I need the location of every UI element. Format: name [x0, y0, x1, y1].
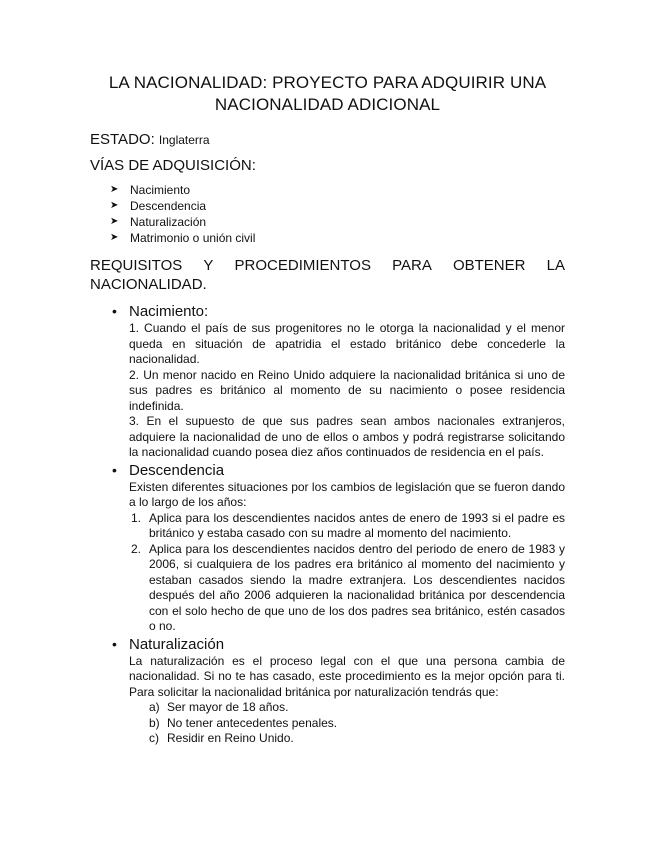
list-item: ➤ Matrimonio o unión civil	[110, 231, 256, 245]
list-item: b) No tener antecedentes penales.	[149, 715, 338, 730]
arrow-bullet-icon: ➤	[110, 216, 119, 227]
bullet-icon: •	[112, 303, 117, 319]
arrow-bullet-icon: ➤	[110, 232, 119, 243]
paragraph: La naturalización es el proceso legal con el que una persona cambia de nacionalidad. Si no te has casado, este procedimiento es la mejor opción para ti. Para solicitar la nacionalidad británica por naturalización tendrás que:	[129, 653, 565, 699]
paragraph: 1. Cuando el país de sus progenitores no le otorga la nacionalidad y el menor queda en situación de apatridia el estado británico debe concederle la nacionalidad.	[129, 321, 565, 366]
arrow-bullet-icon: ➤	[110, 184, 119, 195]
requisitos-heading: REQUISITOS Y PROCEDIMIENTOS PARA OBTENER LA NACIONALIDAD.	[90, 257, 565, 293]
bullet-icon: •	[112, 635, 117, 652]
estado-label: ESTADO:	[90, 131, 155, 148]
list-item: ➤ Nacimiento	[110, 183, 191, 197]
section-nacimiento	[90, 302, 565, 461]
list-item: ➤ Descendencia	[110, 199, 207, 213]
bullet-icon: •	[112, 461, 117, 478]
list-item: a) Ser mayor de 18 años.	[149, 700, 289, 714]
lettered-list	[129, 700, 565, 747]
list-item: c) Residir en Reino Unido.	[149, 731, 294, 745]
document-title: LA NACIONALIDAD: PROYECTO PARA ADQUIRIR UNA NACIONALIDAD ADICIONAL	[108, 73, 547, 114]
paragraph: Existen diferentes situaciones por los cambios de legislación que se fueron dando a lo largo de los años:	[129, 479, 565, 509]
paragraph: 2. Un menor nacido en Reino Unido adquiere la nacionalidad británica si uno de sus padres es británico al momento de su nacimiento o posee residencia indefinida.	[129, 367, 565, 413]
arrow-bullet-icon: ➤	[110, 200, 119, 211]
section-title: Descendencia	[129, 461, 225, 479]
estado-value: Inglaterra	[158, 133, 210, 147]
estado-line	[90, 130, 565, 150]
list-item: ➤ Naturalización	[110, 215, 207, 229]
paragraph: 3. En el supuesto de que sus padres sean ambos nacionales extranjeros, adquiere la nacionalidad de uno de ellos o ambos y podrá registrarse solicitando la nacionalidad cuando posea diez años continuados de residencia en el país.	[129, 414, 565, 459]
section-descendencia	[90, 461, 565, 635]
list-item: 1. Aplica para los descendientes nacidos antes de enero de 1993 si el padre es británico y estaba casado con su madre al momento del nacimiento.	[131, 510, 565, 540]
numbered-list	[129, 511, 565, 635]
section-naturalizacion	[90, 635, 565, 747]
section-title: Nacimiento:	[129, 303, 209, 320]
section-title: Naturalización	[129, 635, 225, 653]
list-item: 2. Aplica para los descendientes nacidos dentro del periodo de enero de 1983 y 2006, si cualquiera de los padres era británico al momento del nacimiento y estaban casados siendo la madre extranjera. Los descendientes nacidos después del año 2006 adquieren la nacionalidad británica por descendencia con el solo hecho de que uno de los dos padres sea británico, estén casados o no.	[131, 541, 565, 633]
vias-list	[90, 182, 565, 246]
vias-heading: VÍAS DE ADQUISICIÓN:	[90, 157, 256, 174]
